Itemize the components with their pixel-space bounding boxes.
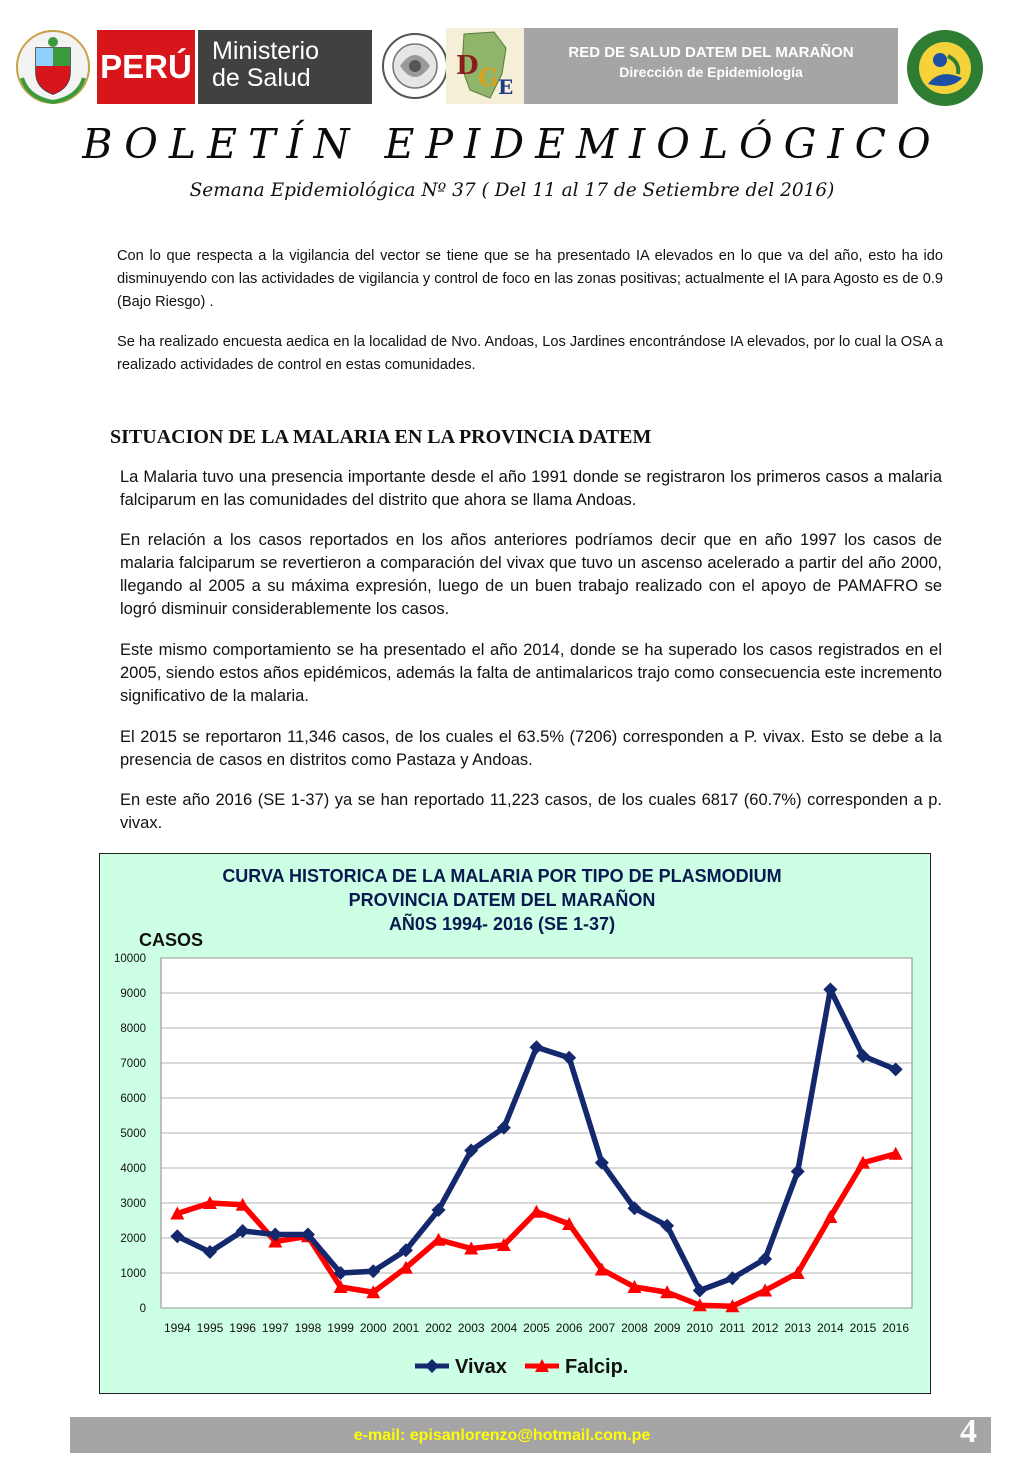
- x-tick-label: 2000: [359, 1321, 387, 1335]
- chart-title: [222, 866, 781, 934]
- header: [0, 0, 1024, 110]
- y-tick-label: 6000: [120, 1093, 146, 1105]
- aedic-survey-paragraph: Se ha realizado encuesta aedica en la localidad de Nvo. Andoas, Los Jardines encontrándose IA elevados, por lo cual la OSA a realizado actividades de control en estas comunidades.: [117, 334, 943, 373]
- x-tick-label: 2013: [784, 1321, 812, 1335]
- y-tick-label: 8000: [120, 1023, 146, 1035]
- peru-coat-of-arms-logo: [14, 28, 92, 106]
- contact-email[interactable]: e-mail: episanlorenzo@hotmail.com.pe: [353, 1427, 651, 1444]
- malaria-paragraph-2: En relación a los casos reportados en los años anteriores podríamos decir que en año 1997 los casos de malaria falciparum se revertieron a comparación del vivax que tuvo un ascenso acelerado a partir del año 2000, llegando al 2005 a su máxima expresión, luego de un buen trabajo realizado con el apoyo de PAMAFRO se logró disminuir considerablemente los casos.: [120, 531, 942, 618]
- svg-text:D: D: [456, 51, 479, 81]
- datem-del-maranon-logo: [904, 28, 986, 108]
- renace-epidemiology-logo: [380, 26, 450, 106]
- malaria-paragraph-5: En este año 2016 (SE 1-37) ya se han reportado 11,223 casos, de los cuales 6817 (60.7%) corresponden a p. vivax.: [120, 791, 942, 832]
- section-title: SITUACION DE LA MALARIA EN LA PROVINCIA DATEM: [110, 426, 652, 448]
- malaria-paragraph-3: Este mismo comportamiento se ha presentado el año 2014, donde se ha superado los casos registrados en el 2005, siendo estos años epidémicos, además la falta de antimalaricos trajo como consecuencia este incremento significativo de la malaria.: [120, 641, 942, 705]
- epidemiological-week: Semana Epidemiológica Nº 37 ( Del 11 al 17 de Setiembre del 2016): [189, 180, 835, 201]
- x-tick-label: 1999: [327, 1321, 354, 1335]
- svg-text:E: E: [498, 75, 514, 99]
- bulletin-title: BOLETÍN EPIDEMIOLÓGICO: [82, 120, 942, 168]
- x-tick-label: 1994: [163, 1321, 191, 1335]
- page-number: 4: [960, 1413, 977, 1450]
- legend-item: [525, 1356, 628, 1378]
- malaria-paragraph-1: La Malaria tuvo una presencia importante desde el año 1991 donde se registraron los primeros casos a malaria falciparum en las comunidades del distrito que ahora se llama Andoas.: [120, 468, 942, 509]
- ministerio-line1: Ministerio: [212, 37, 319, 65]
- x-tick-label: 2005: [523, 1321, 550, 1335]
- red-salud-banner: [524, 28, 898, 104]
- legend-label: Vivax: [455, 1356, 507, 1378]
- x-tick-label: 2010: [686, 1321, 714, 1335]
- x-tick-label: 2006: [555, 1321, 583, 1335]
- x-tick-label: 1998: [294, 1321, 322, 1335]
- y-tick-label: 9000: [120, 988, 146, 1000]
- chart-y-axis-label: CASOS: [139, 930, 204, 950]
- red-salud-subtitle: Dirección de Epidemiología: [619, 64, 803, 80]
- chart-title-line: CURVA HISTORICA DE LA MALARIA POR TIPO DE PLASMODIUM: [222, 866, 782, 886]
- x-tick-label: 2003: [457, 1321, 485, 1335]
- footer-bar: [70, 1413, 991, 1453]
- x-tick-label: 2008: [621, 1321, 648, 1335]
- x-tick-label: 2014: [817, 1321, 844, 1335]
- y-tick-label: 1000: [120, 1268, 146, 1280]
- y-tick-label: 2000: [120, 1233, 146, 1245]
- y-tick-label: 4000: [120, 1163, 146, 1175]
- x-tick-label: 2012: [751, 1321, 779, 1335]
- y-tick-label: 5000: [120, 1128, 146, 1140]
- malaria-paragraph-4: El 2015 se reportaron 11,346 casos, de los cuales el 63.5% (7206) corresponden a P. vivax. Esto se debe a la presencia de casos en distritos como Pastaza y Andoas.: [120, 728, 942, 769]
- x-tick-label: 1997: [261, 1321, 289, 1335]
- x-tick-label: 2015: [849, 1321, 877, 1335]
- x-tick-label: 2001: [392, 1321, 420, 1335]
- x-tick-label: 2016: [882, 1321, 910, 1335]
- peru-logo: PERÚ: [97, 30, 195, 104]
- x-tick-label: 2009: [653, 1321, 681, 1335]
- x-tick-label: 2002: [425, 1321, 452, 1335]
- chart-title-line: AÑ0S 1994- 2016 (SE 1-37): [388, 914, 616, 934]
- chart-y-ticks: [114, 953, 146, 1315]
- red-salud-title: RED DE SALUD DATEM DEL MARAÑON: [568, 44, 854, 61]
- vector-surveillance-paragraph: Con lo que respecta a la vigilancia del vector se tiene que se ha presentado IA elevados en lo que va del año, esto ha ido disminuyendo con las actividades de vigilancia y control de foco en las zonas positivas; actualmente el IA para Agosto es de 0.9 (Bajo Riesgo) .: [117, 248, 943, 310]
- legend-marker: [425, 1359, 439, 1373]
- chart-canvas: [100, 854, 932, 1395]
- y-tick-label: 10000: [114, 953, 146, 965]
- chart-title-line: PROVINCIA DATEM DEL MARAÑON: [348, 890, 656, 910]
- dge-logo: [446, 28, 524, 104]
- x-tick-label: 2007: [588, 1321, 616, 1335]
- chart-x-ticks: [164, 1321, 909, 1335]
- ministerio-salud-logo: [198, 30, 372, 104]
- chart-legend: [415, 1356, 628, 1378]
- x-tick-label: 2011: [719, 1321, 746, 1335]
- x-tick-label: 1995: [196, 1321, 224, 1335]
- y-tick-label: 7000: [120, 1058, 146, 1070]
- x-tick-label: 1996: [229, 1321, 256, 1335]
- y-tick-label: 3000: [120, 1198, 146, 1210]
- ministerio-line2: de Salud: [212, 64, 311, 92]
- legend-label: Falcip.: [565, 1356, 629, 1378]
- svg-text:G: G: [478, 63, 499, 92]
- legend-item: [415, 1356, 507, 1378]
- y-tick-label: 0: [139, 1303, 146, 1315]
- malaria-historic-chart: [99, 853, 931, 1394]
- x-tick-label: 2004: [490, 1321, 518, 1335]
